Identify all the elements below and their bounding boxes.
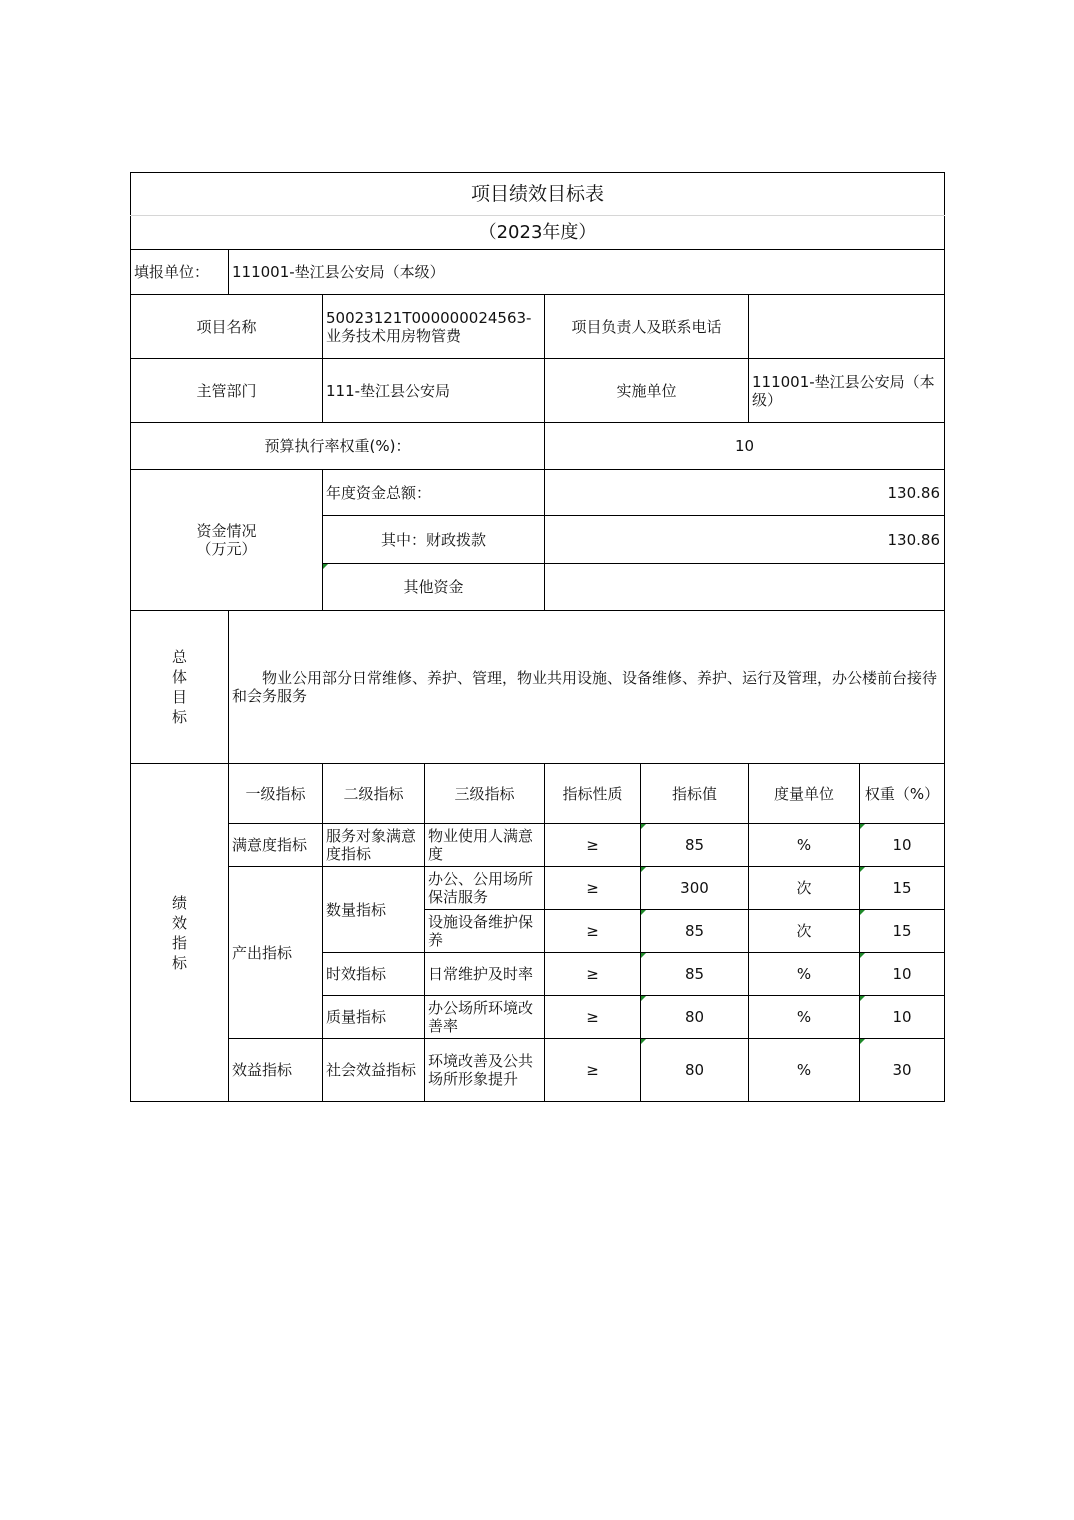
level2-service-object: 服务对象满意度指标 (323, 824, 425, 867)
table-row-weight: 15 (860, 867, 945, 910)
other-funds-value (545, 564, 945, 611)
table-row-unit: % (749, 953, 860, 996)
overall-goal-label-text: 总体目标 (172, 648, 188, 726)
table-row-level3: 办公场所环境改善率 (425, 996, 545, 1039)
dept-value: 111-垫江县公安局 (323, 359, 545, 423)
impl-unit-value: 111001-垫江县公安局（本级） (749, 359, 945, 423)
level2-quality: 质量指标 (323, 996, 425, 1039)
performance-target-sheet (130, 172, 944, 1102)
table-row-nature: ≥ (545, 953, 641, 996)
table-row-unit: 次 (749, 910, 860, 953)
header-level3: 三级指标 (425, 764, 545, 824)
header-unit: 度量单位 (749, 764, 860, 824)
table-row-nature: ≥ (545, 1039, 641, 1102)
table-row-nature: ≥ (545, 824, 641, 867)
table-row-nature: ≥ (545, 910, 641, 953)
table-row-unit: % (749, 996, 860, 1039)
performance-target-table (130, 172, 945, 1102)
table-row-nature: ≥ (545, 996, 641, 1039)
performance-label-text: 绩效指标 (172, 893, 188, 972)
project-name-label: 项目名称 (131, 295, 323, 359)
header-level1: 一级指标 (229, 764, 323, 824)
table-year: （2023年度） (131, 216, 945, 250)
dept-label: 主管部门 (131, 359, 323, 423)
filing-unit-value: 111001-垫江县公安局（本级） (229, 250, 945, 295)
table-row-level3: 物业使用人满意度 (425, 824, 545, 867)
fiscal-label: 其中：财政拨款 (323, 516, 545, 564)
table-row-unit: % (749, 824, 860, 867)
table-row-value: 80 (641, 996, 749, 1039)
filing-unit-label: 填报单位： (131, 250, 229, 295)
table-row-weight: 10 (860, 996, 945, 1039)
project-name-value: 50023121T000000024563-业务技术用房物管费 (323, 295, 545, 359)
other-funds-label: 其他资金 (323, 564, 545, 611)
level1-satisfaction: 满意度指标 (229, 824, 323, 867)
table-row-nature: ≥ (545, 867, 641, 910)
table-row-weight: 10 (860, 953, 945, 996)
overall-goal-text: 物业公用部分日常维修、养护、管理，物业共用设施、设备维修、养护、运行及管理，办公楼前台接待和会务服务 (229, 611, 945, 764)
table-row-value: 85 (641, 910, 749, 953)
annual-total-label: 年度资金总额： (323, 470, 545, 516)
level2-quantity: 数量指标 (323, 867, 425, 953)
contact-value (749, 295, 945, 359)
performance-label (131, 764, 229, 1102)
table-row-level3: 办公、公用场所保洁服务 (425, 867, 545, 910)
level2-timeliness: 时效指标 (323, 953, 425, 996)
funds-label (131, 470, 323, 611)
table-row-unit: % (749, 1039, 860, 1102)
impl-unit-label: 实施单位 (545, 359, 749, 423)
overall-goal-label (131, 611, 229, 764)
fiscal-value: 130.86 (545, 516, 945, 564)
level1-output: 产出指标 (229, 867, 323, 1039)
table-row-value: 80 (641, 1039, 749, 1102)
table-row-weight: 10 (860, 824, 945, 867)
table-row-value: 85 (641, 824, 749, 867)
level1-benefit: 效益指标 (229, 1039, 323, 1102)
contact-label: 项目负责人及联系电话 (545, 295, 749, 359)
level2-social-benefit: 社会效益指标 (323, 1039, 425, 1102)
table-row-level3: 设施设备维护保养 (425, 910, 545, 953)
header-value: 指标值 (641, 764, 749, 824)
header-nature: 指标性质 (545, 764, 641, 824)
table-row-level3: 环境改善及公共场所形象提升 (425, 1039, 545, 1102)
table-row-weight: 30 (860, 1039, 945, 1102)
header-level2: 二级指标 (323, 764, 425, 824)
annual-total-value: 130.86 (545, 470, 945, 516)
table-row-value: 85 (641, 953, 749, 996)
table-row-level3: 日常维护及时率 (425, 953, 545, 996)
table-title: 项目绩效目标表 (131, 173, 945, 216)
budget-weight-label: 预算执行率权重(%)： (131, 423, 545, 470)
budget-weight-value: 10 (545, 423, 945, 470)
table-row-unit: 次 (749, 867, 860, 910)
table-row-value: 300 (641, 867, 749, 910)
funds-label-line1: 资金情况 (196, 522, 257, 540)
table-row-weight: 15 (860, 910, 945, 953)
funds-label-line2: （万元） (196, 540, 257, 558)
header-weight: 权重（%） (860, 764, 945, 824)
